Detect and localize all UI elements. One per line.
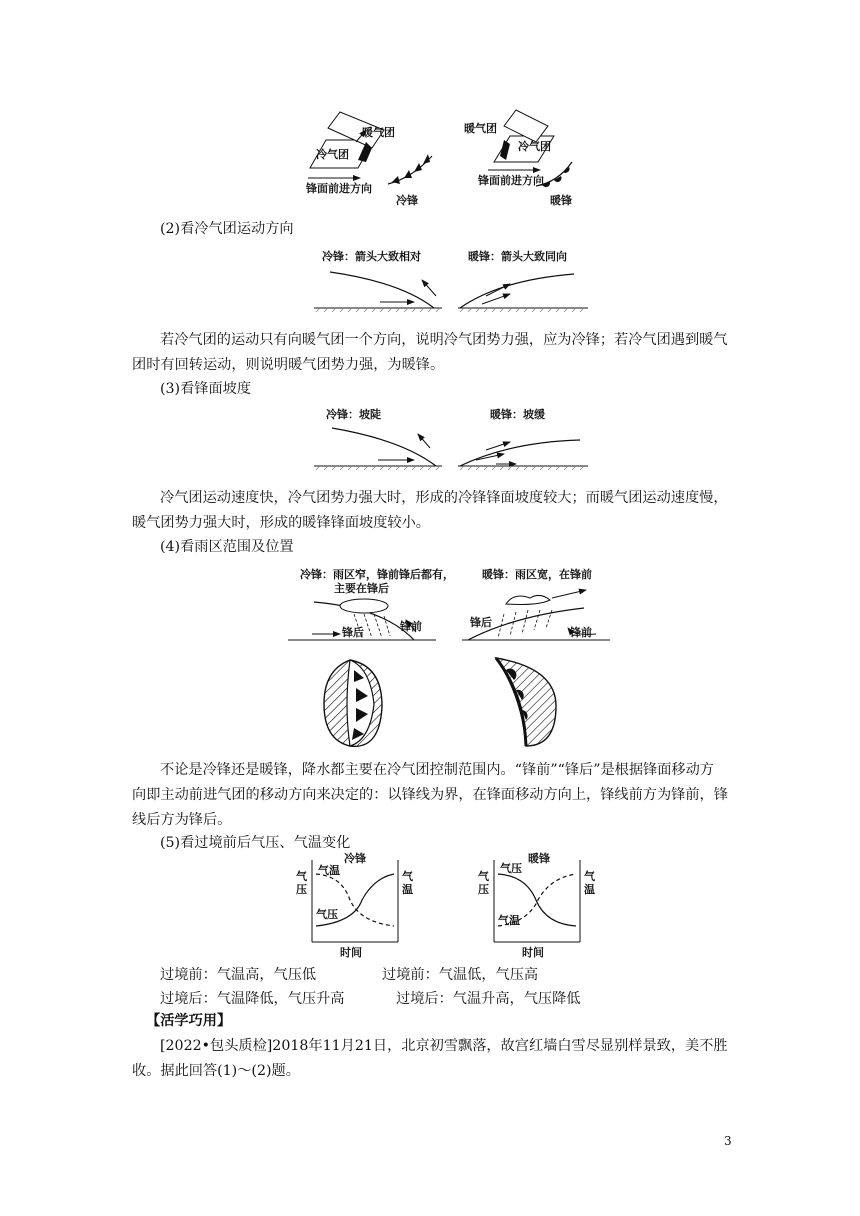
warm-chart-title: 暖锋 — [528, 852, 550, 865]
cold-chart-y-right: 气温 — [402, 870, 413, 896]
direction-right-label: 锋面前进方向 — [478, 174, 544, 187]
cold-chart-x-label: 时间 — [340, 946, 362, 959]
section2-heading: (2)看冷气团运动方向 — [160, 221, 294, 237]
pressure-temperature-charts — [282, 852, 608, 960]
front-right-label: 锋前 — [570, 626, 592, 639]
cold-chart-pressure-curve-label: 气压 — [316, 908, 338, 921]
front-3d-diagrams — [296, 104, 596, 214]
cold-chart-temp-curve-label: 气温 — [318, 864, 340, 877]
steep-slope-label: 冷锋：坡陡 — [326, 408, 381, 421]
practice-paragraph: [2022•包头质检]2018年11月21日，北京初雪飘落，故宫红墙白雪尽显别样景致，美不胜收。据此回答(1)～(2)题。 — [132, 1038, 728, 1079]
cold-rain-label-1: 冷锋：雨区窄，锋前锋后都有， — [300, 568, 454, 581]
before-right-caption: 过境前：气温低，气压高 — [382, 967, 539, 983]
after-right-caption: 过境后：气温升高，气压降低 — [396, 991, 581, 1007]
behind-left-label: 锋后 — [342, 626, 364, 639]
cold-arrows-label: 冷锋：箭头大致相对 — [322, 250, 421, 263]
front-left-label: 锋前 — [400, 620, 422, 633]
section3-paragraph: 冷气团运动速度快，冷气团势力强大时，形成的冷锋锋面坡度较大；而暖气团运动速度慢，暖气团势力强大时，形成的暖锋锋面坡度较小。 — [132, 490, 728, 531]
cold-air-left-label: 冷气团 — [316, 148, 349, 161]
section5-heading: (5)看过境前后气压、气温变化 — [160, 835, 351, 851]
section4-heading: (4)看雨区范围及位置 — [160, 539, 294, 555]
cold-air-right-label: 冷气团 — [518, 140, 551, 153]
cold-rain-label-2: 主要在锋后 — [334, 582, 389, 595]
warm-air-right-label: 暖气团 — [464, 122, 497, 135]
behind-right-label: 锋后 — [470, 616, 492, 629]
after-left-caption: 过境后：气温降低，气压升高 — [160, 991, 345, 1007]
practice-heading: 【活学巧用】 — [146, 1013, 232, 1029]
warm-chart-x-label: 时间 — [522, 946, 544, 959]
page-number: 3 — [724, 1134, 732, 1148]
warm-air-left-label: 暖气团 — [362, 126, 395, 139]
warm-chart-y-right: 气温 — [584, 870, 595, 896]
direction-left-label: 锋面前进方向 — [306, 182, 372, 195]
warm-rain-label: 暖锋：雨区宽，在锋前 — [482, 568, 592, 581]
warm-front-chart — [478, 852, 596, 959]
warm-arrows-label: 暖锋：箭头大致同向 — [468, 250, 567, 263]
warm-front-label: 暖锋 — [550, 194, 572, 207]
warm-chart-temp-curve-label: 气温 — [498, 914, 520, 927]
rain-area-diagrams — [284, 564, 614, 750]
cold-front-3d — [305, 112, 432, 207]
cold-chart-title: 冷锋 — [344, 852, 366, 865]
cold-front-chart — [296, 852, 414, 959]
warm-chart-pressure-curve-label: 气压 — [500, 862, 522, 875]
warm-front-3d — [464, 110, 572, 207]
section4-paragraph: 不论是冷锋还是暖锋，降水都主要在冷气团控制范围内。“锋前”“锋后”是根据锋面移动方向即主动前进气团的移动方向来决定的：以锋线为界，在锋面移动方向上，锋线前方为锋前，锋线后方为锋后。 — [132, 762, 728, 828]
section3-heading: (3)看锋面坡度 — [160, 381, 252, 397]
cold-chart-y-left: 气压 — [296, 870, 307, 896]
warm-chart-y-left: 气压 — [478, 870, 489, 896]
motion-direction-diagrams — [310, 246, 600, 318]
slope-diagrams — [310, 404, 600, 476]
gentle-slope-label: 暖锋：坡缓 — [490, 408, 545, 421]
before-left-caption: 过境前：气温高，气压低 — [160, 967, 317, 983]
section2-paragraph: 若冷气团的运动只有向暖气团一个方向，说明冷气团势力强，应为冷锋；若冷气团遇到暖气团时有回转运动，则说明暖气团势力强，为暖锋。 — [132, 332, 728, 373]
cold-front-label: 冷锋 — [396, 194, 418, 207]
